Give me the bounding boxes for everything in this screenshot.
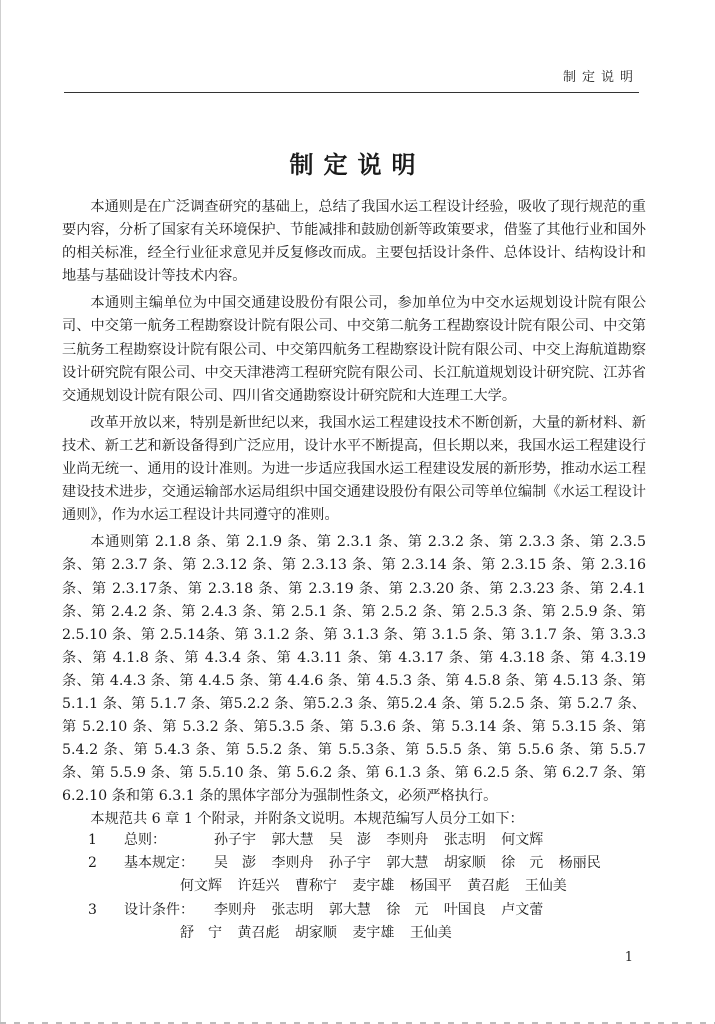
staff-role: 总则：	[124, 832, 166, 848]
staff-role: 基本规定：	[124, 855, 194, 872]
staff-name: 王仙美	[524, 878, 567, 895]
paragraph-summary: 本通则是在广泛调查研究的基础上，总结了我国水运工程设计经验，吸收了现行规范的重要内容，分析了国家有关环境保护、节能减排和鼓励创新等政策要求，借鉴了其他行业和国外的相关标准，经全行业征求意见并反复修改而成。主要包括设计条件、总体设计、结构设计和地基与基础设计等技术内容。	[62, 199, 646, 285]
staff-name: 郭大慧	[271, 832, 314, 848]
staff-name: 孙子宇	[328, 855, 371, 872]
staff-name: 李则舟	[386, 832, 429, 848]
staff-name: 黄召彪	[237, 924, 280, 941]
staff-name: 叶国良	[443, 901, 486, 918]
staff-row-continued	[62, 922, 646, 945]
staff-names	[214, 899, 554, 922]
staff-name: 徐 元	[386, 901, 429, 918]
staff-row	[62, 829, 646, 852]
staff-name: 何文辉	[501, 832, 544, 848]
paragraph-structure: 本规范共 6 章 1 个附录，并附条文说明。本规范编写人员分工如下：	[90, 811, 524, 828]
header-rule	[64, 92, 639, 93]
running-head: 制定说明	[562, 70, 639, 85]
staff-name: 郭大慧	[386, 855, 429, 872]
staff-row	[62, 852, 646, 875]
staff-number: 1	[88, 832, 97, 848]
staff-name: 张志明	[443, 832, 486, 848]
staff-names	[214, 829, 554, 852]
staff-row-continued	[62, 875, 646, 898]
paragraph-mandatory-clauses: 本通则第 2.1.8 条、第 2.1.9 条、第 2.3.1 条、第 2.3.2 条、第 2.3.3 条、第 2.3.5 条、第 2.3.7 条、第 2.3.12 条、第 2.3.13 条、第 2.3.14 条、第 2.3.15 条、第 2.3.16 条、第 2.3.17条、第 2.3.18 条、第 2.3.19 条、第 2.3.20 条、第 2.3.23 条、第 2.4.1 条、第 2.4.2 条、第 2.4.3 条、第 2.5.1 条、第 2.5.2 条、第 2.5.3 条、第 2.5.9 条、第 2.5.10 条、第 2.5.14条、第 3.1.2 条、第 3.1.3 条、第 3.1.5 条、第 3.1.7 条、第 3.3.3 条、第 4.1.8 条、第 4.3.4 条、第 4.3.11 条、第 4.3.17 条、第 4.3.18 条、第 4.3.19 条、第 4.4.3 条、第 4.4.5 条、第 4.4.6 条、第 4.5.3 条、第 4.5.8 条、第 4.5.13 条、第 5.1.1 条、第 5.1.7 条、第5.2.2 条、第5.2.3 条、第5.2.4 条、第 5.2.5 条、第 5.2.7 条、第 5.2.10 条、第 5.3.2 条、第5.3.5 条、第 5.3.6 条、第 5.3.14 条、第 5.3.15 条、第 5.4.2 条、第 5.4.3 条、第 5.5.2 条、第 5.5.3条、第 5.5.5 条、第 5.5.6 条、第 5.5.7 条、第 5.5.9 条、第 5.5.10 条、第 5.6.2 条、第 6.1.3 条、第 6.2.5 条、第 6.2.7 条、第 6.2.10 条和第 6.3.1 条的黑体字部分为强制性条文，必须严格执行。	[62, 534, 646, 805]
staff-name: 麦宇雄	[352, 878, 395, 895]
staff-name: 王仙美	[409, 924, 452, 941]
staff-name: 吴 澎	[214, 855, 256, 872]
staff-row	[62, 899, 646, 922]
staff-name: 曹称宁	[294, 878, 337, 895]
page-title: 制定说明	[289, 150, 426, 179]
staff-name: 麦宇雄	[352, 924, 395, 941]
staff-name: 黄召彪	[467, 878, 510, 895]
staff-names	[62, 922, 463, 945]
paragraph-units: 本通则主编单位为中国交通建设股份有限公司，参加单位为中交水运规划设计院有限公司、中交第一航务工程勘察设计院有限公司、中交第二航务工程勘察设计院有限公司、中交第三航务工程勘察设计院有限公司、中交第四航务工程勘察设计院有限公司、中交上海航道勘察设计研究院有限公司、中交天津港湾工程研究院有限公司、长江航道规划设计研究院、江苏省交通规划设计院有限公司、四川省交通勘察设计研究院和大连理工大学。	[62, 295, 646, 404]
staff-name: 胡家顺	[294, 924, 337, 941]
staff-name: 舒 宁	[180, 924, 222, 941]
staff-name: 吴 澎	[328, 832, 371, 848]
staff-name: 何文辉	[180, 878, 222, 895]
page-number: 1	[624, 950, 633, 965]
staff-names	[62, 875, 578, 898]
running-header	[0, 0, 715, 100]
staff-name: 孙子宇	[214, 832, 256, 848]
staff-name: 李则舟	[214, 901, 256, 918]
staff-number: 2	[88, 855, 97, 872]
staff-name: 郭大慧	[328, 901, 371, 918]
staff-number: 3	[88, 901, 97, 918]
staff-name: 许廷兴	[237, 878, 280, 895]
body-text	[62, 196, 646, 832]
staff-role: 设计条件：	[124, 901, 194, 918]
staff-name: 李则舟	[271, 855, 314, 872]
staff-name: 杨国平	[409, 878, 452, 895]
paragraph-background: 改革开放以来，特别是新世纪以来，我国水运工程建设技术不断创新，大量的新材料、新技术、新工艺和新设备得到广泛应用，设计水平不断提高，但长期以来，我国水运工程建设行业尚无统一、通用的设计准则。为进一步适应我国水运工程建设发展的新形势，推动水运工程建设技术进步，交通运输部水运局组织中国交通建设股份有限公司等单位编制《水运工程设计通则》，作为水运工程设计共同遵守的准则。	[62, 414, 646, 524]
staff-name: 徐 元	[501, 855, 544, 872]
staff-name: 胡家顺	[443, 855, 486, 872]
staff-name: 张志明	[271, 901, 314, 918]
staff-names	[214, 852, 612, 875]
staff-name: 卢文蕾	[501, 901, 544, 918]
staff-name: 杨丽民	[558, 855, 601, 872]
staff-list	[62, 829, 646, 945]
